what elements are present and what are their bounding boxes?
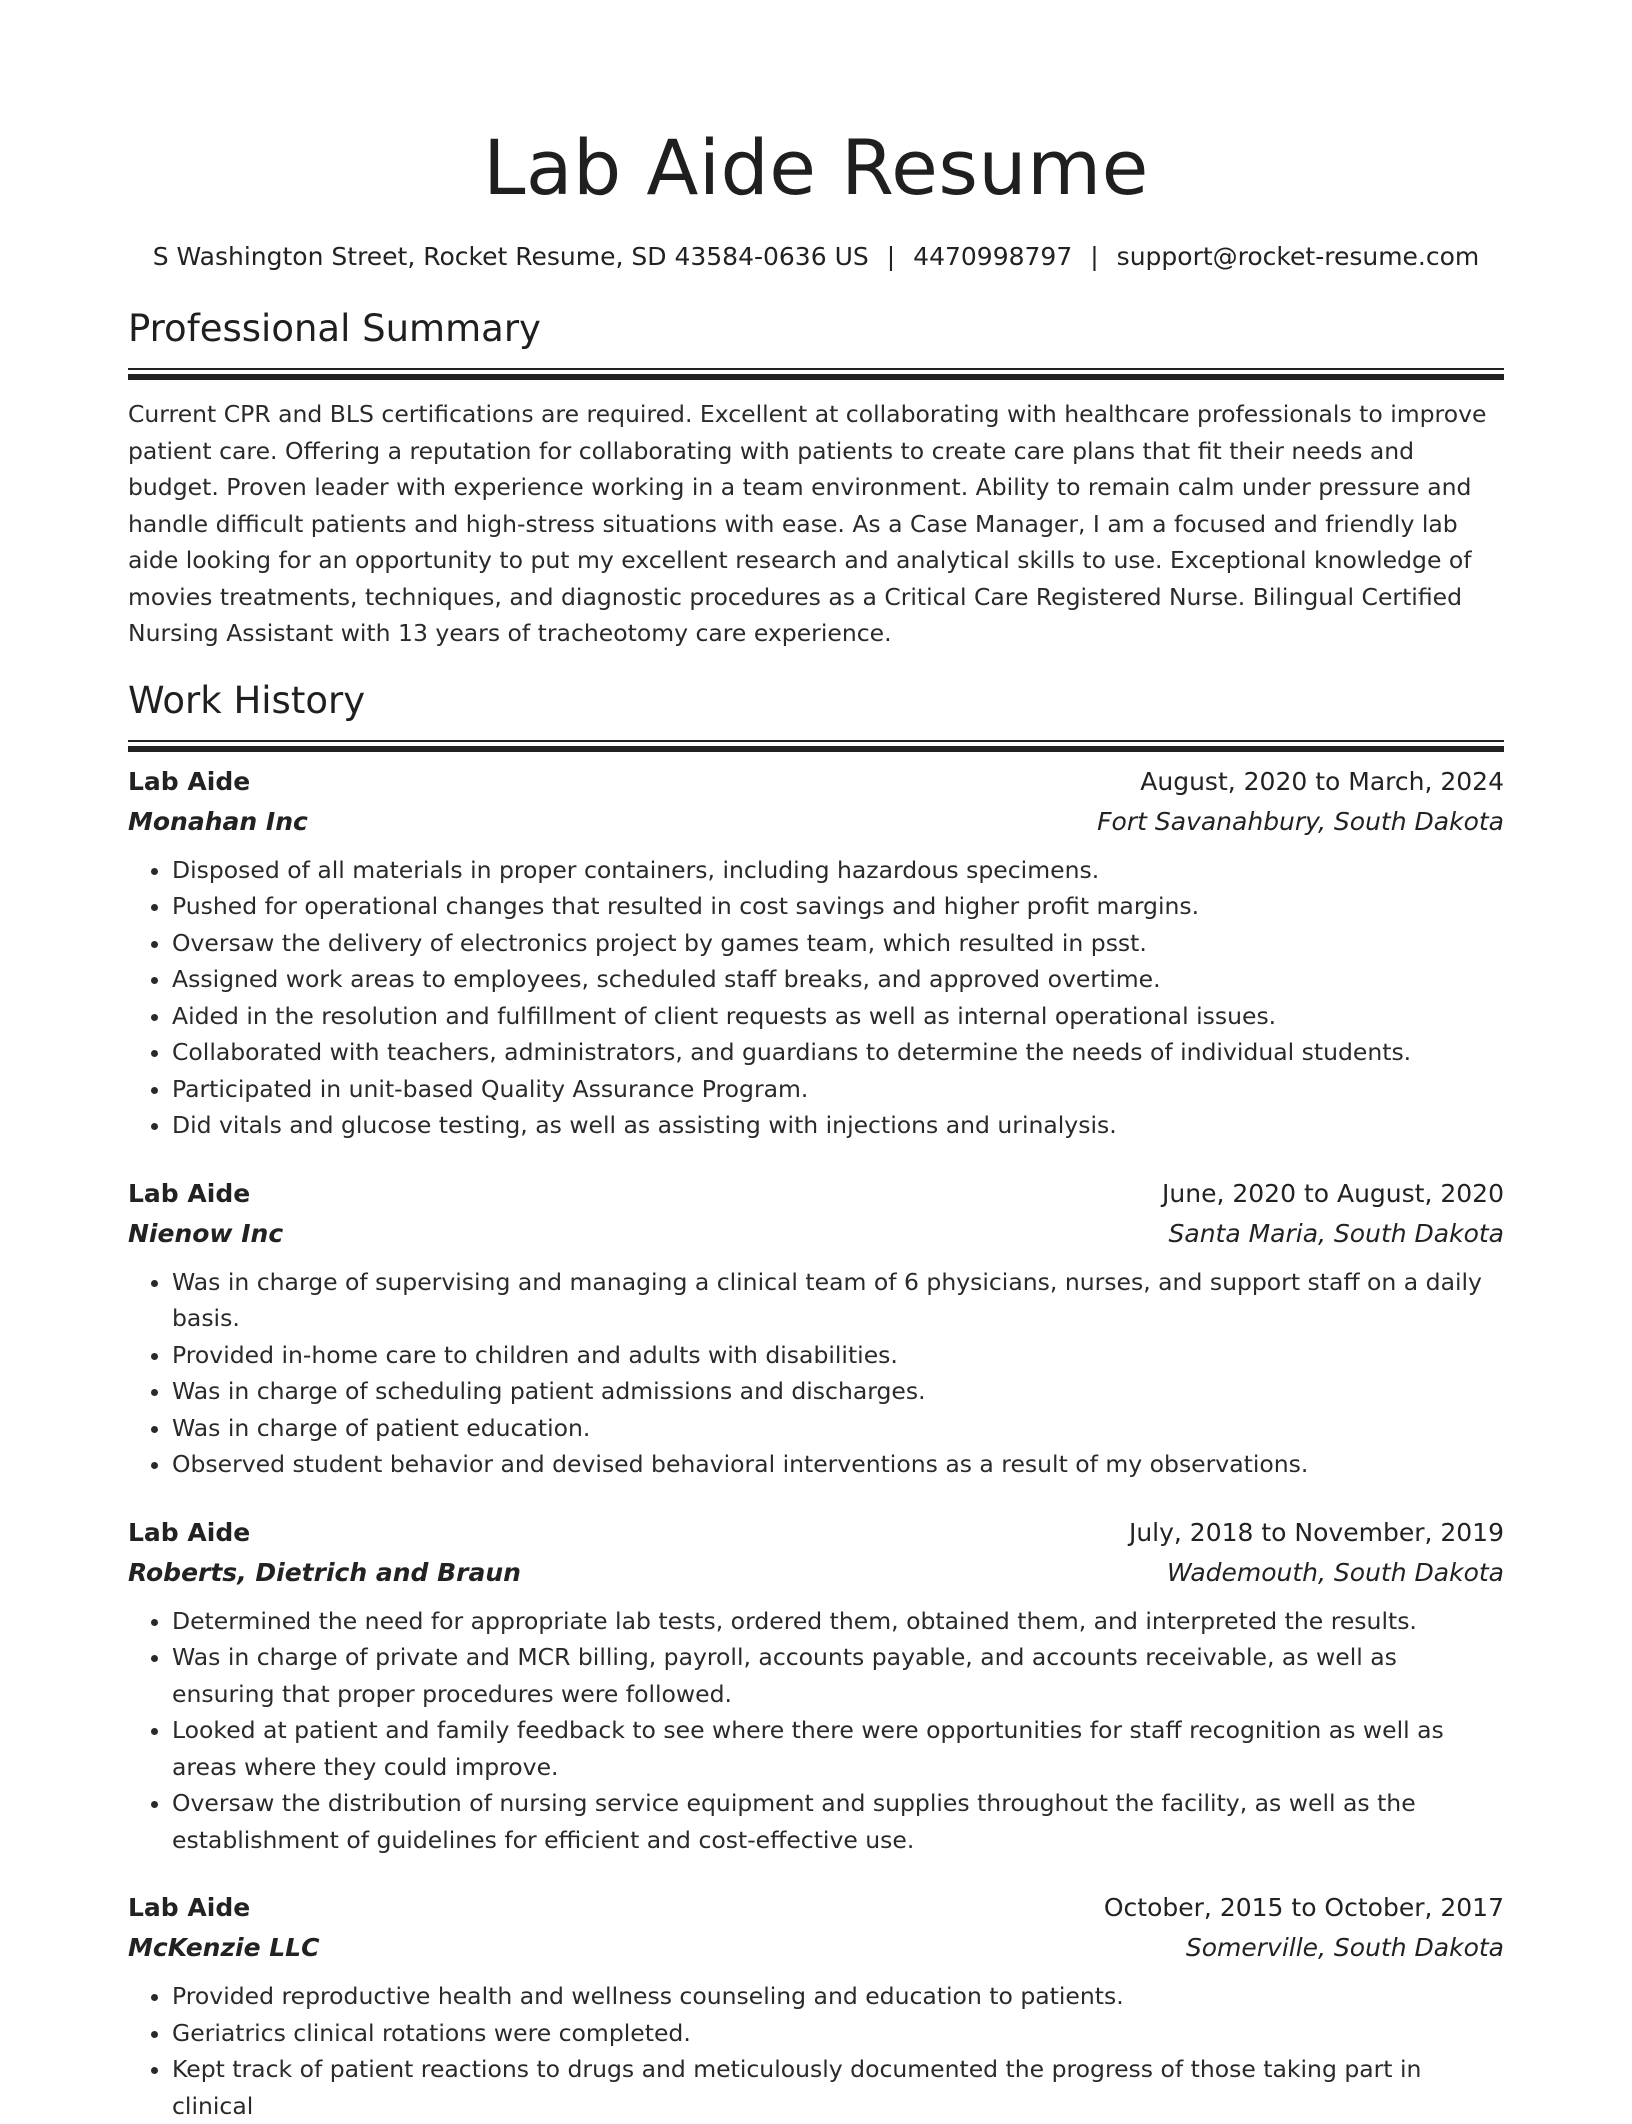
job-bullet: • Assigned work areas to employees, scheduled staff breaks, and approved overtime. xyxy=(172,961,1504,998)
job-bullet: • Provided reproductive health and wellness counseling and education to patients. xyxy=(172,1978,1504,2015)
job-dates: June, 2020 to August, 2020 xyxy=(1162,1174,1504,1214)
job-bullet: • Collaborated with teachers, administrators, and guardians to determine the needs of individual students. xyxy=(172,1034,1504,1071)
job-bullet: • Disposed of all materials in proper containers, including hazardous specimens. xyxy=(172,852,1504,889)
job-location: Wademouth, South Dakota xyxy=(1167,1553,1504,1593)
work-history-list xyxy=(128,762,1504,2124)
job-company-row xyxy=(128,1214,1504,1254)
job-bullet: • Aided in the resolution and fulfillment of client requests as well as internal operational issues. xyxy=(172,998,1504,1035)
job-dates: October, 2015 to October, 2017 xyxy=(1104,1888,1504,1928)
job-bullet: • Was in charge of supervising and managing a clinical team of 6 physicians, nurses, and support staff on a daily basis. xyxy=(172,1264,1504,1337)
job-bullet: • Pushed for operational changes that resulted in cost savings and higher profit margins. xyxy=(172,888,1504,925)
job-location: Santa Maria, South Dakota xyxy=(1169,1214,1505,1254)
section-heading-summary: Professional Summary xyxy=(128,306,1504,352)
resume-page xyxy=(128,0,1504,2124)
job-bullet: • Oversaw the delivery of electronics project by games team, which resulted in psst. xyxy=(172,925,1504,962)
job-bullet: • Determined the need for appropriate lab tests, ordered them, obtained them, and interpreted the results. xyxy=(172,1603,1504,1640)
job-bullet: • Provided in-home care to children and adults with disabilities. xyxy=(172,1337,1504,1374)
job-dates: July, 2018 to November, 2019 xyxy=(1129,1513,1504,1553)
job-title: Lab Aide xyxy=(128,1513,250,1553)
job-company: Monahan Inc xyxy=(128,802,308,842)
job-bullet: • Looked at patient and family feedback to see where there were opportunities for staff recognition as well as areas where they could improve. xyxy=(172,1712,1504,1785)
job-entry xyxy=(128,1174,1504,1483)
job-company-row xyxy=(128,1553,1504,1593)
job-title: Lab Aide xyxy=(128,762,250,802)
job-bullet: • Oversaw the distribution of nursing service equipment and supplies throughout the facility, as well as the establishment of guidelines for efficient and cost-effective use. xyxy=(172,1785,1504,1858)
contact-address: S Washington Street, Rocket Resume, SD 43584-0636 US xyxy=(153,242,869,271)
contact-separator: | xyxy=(1072,240,1116,274)
job-entry xyxy=(128,1888,1504,2124)
job-title: Lab Aide xyxy=(128,1174,250,1214)
job-bullet: • Geriatrics clinical rotations were completed. xyxy=(172,2015,1504,2052)
job-entry xyxy=(128,1513,1504,1859)
job-bullets xyxy=(128,1978,1504,2124)
job-company: Nienow Inc xyxy=(128,1214,283,1254)
job-header-row xyxy=(128,1174,1504,1214)
contact-separator: | xyxy=(869,240,913,274)
job-company: Roberts, Dietrich and Braun xyxy=(128,1553,521,1593)
summary-text: Current CPR and BLS certifications are required. Excellent at collaborating with healthcare professionals to improve patient care. Offering a reputation for collaborating with patients to create care plans that fit their needs and budget. Proven leader with experience working in a team environment. Ability to remain calm under pressure and handle difficult patients and high-stress situations with ease. As a Case Manager, I am a focused and friendly lab aide looking for an opportunity to put my excellent research and analytical skills to use. Exceptional knowledge of movies treatments, techniques, and diagnostic procedures as a Critical Care Registered Nurse. Bilingual Certified Nursing Assistant with 13 years of tracheotomy care experience. xyxy=(128,396,1504,652)
job-header-row xyxy=(128,1888,1504,1928)
job-bullets xyxy=(128,1264,1504,1483)
job-location: Fort Savanahbury, South Dakota xyxy=(1097,802,1504,842)
section-divider xyxy=(128,740,1504,742)
job-bullets xyxy=(128,852,1504,1144)
job-bullet: • Was in charge of patient education. xyxy=(172,1410,1504,1447)
job-bullet: • Observed student behavior and devised behavioral interventions as a result of my observations. xyxy=(172,1446,1504,1483)
job-entry xyxy=(128,762,1504,1144)
contact-line xyxy=(128,240,1504,274)
contact-phone: 4470998797 xyxy=(913,242,1072,271)
job-title: Lab Aide xyxy=(128,1888,250,1928)
job-bullets xyxy=(128,1603,1504,1859)
section-divider xyxy=(128,368,1504,370)
contact-email: support@rocket-resume.com xyxy=(1117,242,1480,271)
job-bullet: • Participated in unit-based Quality Assurance Program. xyxy=(172,1071,1504,1108)
job-bullet: • Was in charge of private and MCR billing, payroll, accounts payable, and accounts receivable, as well as ensuring that proper procedures were followed. xyxy=(172,1639,1504,1712)
job-company-row xyxy=(128,802,1504,842)
job-company: McKenzie LLC xyxy=(128,1928,319,1968)
job-header-row xyxy=(128,762,1504,802)
job-bullet: • Did vitals and glucose testing, as well as assisting with injections and urinalysis. xyxy=(172,1107,1504,1144)
job-company-row xyxy=(128,1928,1504,1968)
job-dates: August, 2020 to March, 2024 xyxy=(1140,762,1504,802)
resume-title: Lab Aide Resume xyxy=(128,0,1504,218)
job-header-row xyxy=(128,1513,1504,1553)
job-bullet: • Was in charge of scheduling patient admissions and discharges. xyxy=(172,1373,1504,1410)
job-bullet: • Kept track of patient reactions to drugs and meticulously documented the progress of those taking part in clinical xyxy=(172,2051,1504,2124)
job-location: Somerville, South Dakota xyxy=(1186,1928,1504,1968)
section-heading-work-history: Work History xyxy=(128,678,1504,724)
